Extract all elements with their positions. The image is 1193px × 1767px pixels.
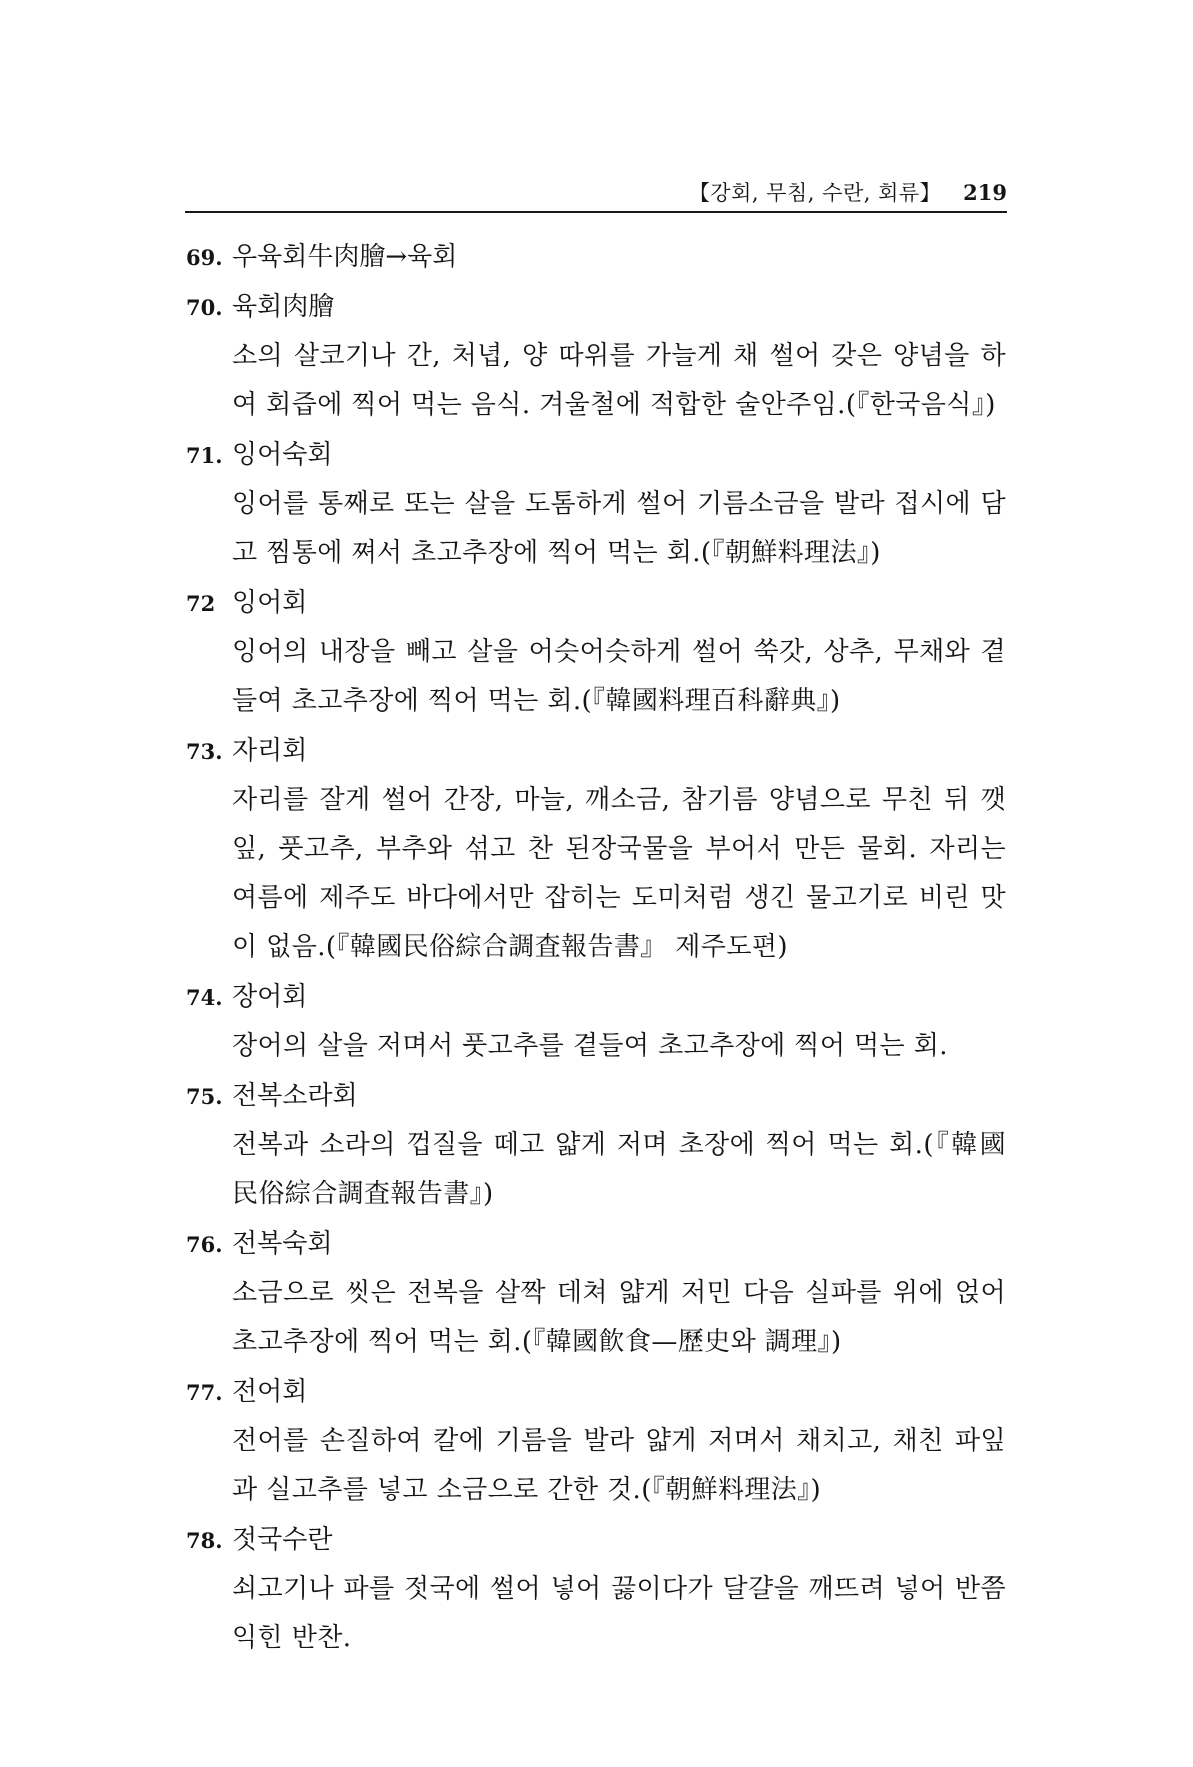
entry-body: 장어의 살을 저며서 풋고추를 곁들여 초고추장에 찍어 먹는 회. bbox=[232, 1031, 948, 1061]
entry-74 bbox=[186, 972, 1006, 1071]
entry-title: 젓국수란 bbox=[232, 1525, 333, 1555]
entry-title: 잉어회 bbox=[232, 588, 308, 618]
entry-number: 71. bbox=[186, 443, 223, 468]
entry-77 bbox=[186, 1367, 1006, 1515]
entry-number: 74. bbox=[186, 985, 223, 1010]
running-header bbox=[185, 181, 1007, 213]
entry-title: 자리회 bbox=[232, 736, 308, 766]
entry-body: 잉어를 통째로 또는 살을 도톰하게 썰어 기름소금을 발라 접시에 담고 찜통에 쪄서 초고추장에 찍어 먹는 회.(『朝鮮料理法』) bbox=[232, 489, 1006, 568]
entry-number: 78. bbox=[186, 1528, 223, 1553]
entry-body: 자리를 잘게 썰어 간장, 마늘, 깨소금, 참기름 양념으로 무친 뒤 깻잎, 풋고추, 부추와 섞고 찬 된장국물을 부어서 만든 물회. 자리는 여름에 제주도 바다에서만 잡히는 도미처럼 생긴 물고기로 비린 맛이 없음.(『韓國民俗綜合調査報告書』 제주도편) bbox=[232, 785, 1006, 962]
entry-body: 쇠고기나 파를 젓국에 썰어 넣어 끓이다가 달걀을 깨뜨려 넣어 반쯤 익힌 반찬. bbox=[232, 1574, 1006, 1653]
entry-body: 소금으로 씻은 전복을 살짝 데쳐 얇게 저민 다음 실파를 위에 얹어 초고추장에 찍어 먹는 회.(『韓國飮食—歷史와 調理』) bbox=[232, 1278, 1006, 1357]
entry-body: 전어를 손질하여 칼에 기름을 발라 얇게 저며서 채치고, 채친 파잎과 실고추를 넣고 소금으로 간한 것.(『朝鮮料理法』) bbox=[232, 1426, 1006, 1505]
entry-title: 잉어숙회 bbox=[232, 440, 333, 470]
entry-76 bbox=[186, 1219, 1006, 1367]
entry-75 bbox=[186, 1071, 1006, 1219]
entry-number: 77. bbox=[186, 1380, 223, 1405]
entry-72 bbox=[186, 578, 1006, 726]
entry-69 bbox=[186, 232, 1006, 282]
entry-number: 73. bbox=[186, 739, 223, 764]
entry-number: 76. bbox=[186, 1232, 223, 1257]
entry-title: 전복소라회 bbox=[232, 1081, 358, 1111]
entry-number: 70. bbox=[186, 295, 223, 320]
entry-78 bbox=[186, 1515, 1006, 1663]
page-number: 219 bbox=[963, 180, 1007, 205]
entry-70 bbox=[186, 282, 1006, 430]
entry-list bbox=[186, 232, 1006, 1663]
entry-body: 소의 살코기나 간, 처녑, 양 따위를 가늘게 채 썰어 갖은 양념을 하여 회즙에 찍어 먹는 음식. 겨울철에 적합한 술안주임.(『한국음식』) bbox=[232, 341, 1006, 420]
entry-number: 72 bbox=[186, 591, 216, 616]
entry-title: 장어회 bbox=[232, 982, 308, 1012]
entry-number: 69. bbox=[186, 245, 223, 270]
entry-71 bbox=[186, 430, 1006, 578]
entry-title: 우육회牛肉膾→육회 bbox=[232, 242, 458, 272]
entry-title: 전어회 bbox=[232, 1377, 308, 1407]
entry-73 bbox=[186, 726, 1006, 972]
entry-title: 육회肉膾 bbox=[232, 292, 335, 322]
entry-number: 75. bbox=[186, 1084, 223, 1109]
entry-body: 전복과 소라의 껍질을 떼고 얇게 저며 초장에 찍어 먹는 회.(『韓國民俗綜合調査報告書』) bbox=[232, 1130, 1006, 1209]
entry-body: 잉어의 내장을 빼고 살을 어슷어슷하게 썰어 쑥갓, 상추, 무채와 곁들여 초고추장에 찍어 먹는 회.(『韓國料理百科辭典』) bbox=[232, 637, 1006, 716]
entry-title: 전복숙회 bbox=[232, 1229, 333, 1259]
running-title: 【강회, 무침, 수란, 회류】 bbox=[688, 181, 942, 205]
